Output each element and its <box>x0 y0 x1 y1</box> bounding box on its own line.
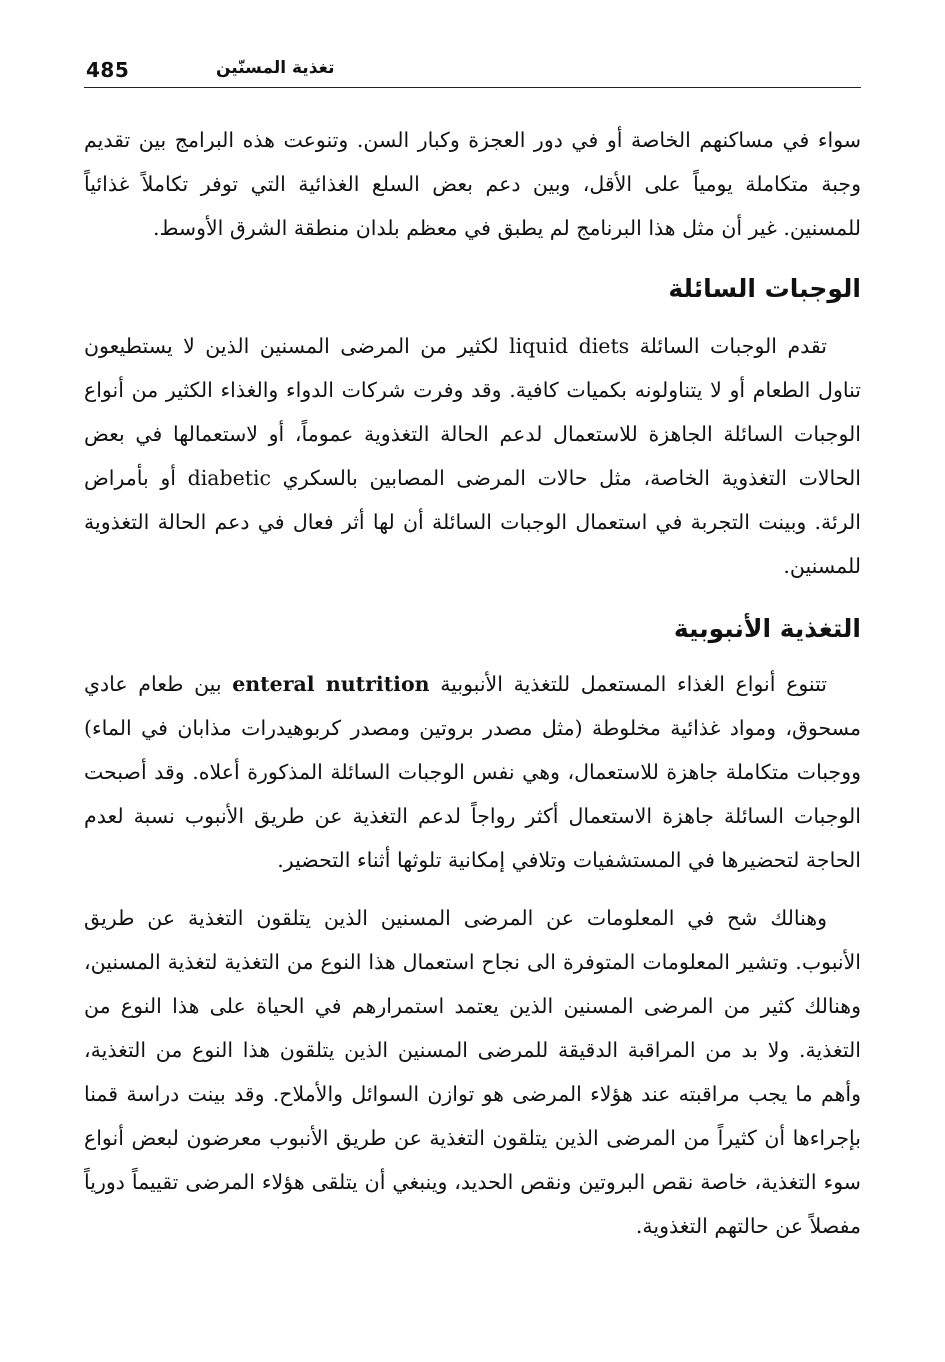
liquid-text-start: تقدم الوجبات السائلة <box>639 334 827 358</box>
enteral-paragraph-2: وهنالك شح في المعلومات عن المرضى المسنين الذين يتلقون التغذية عن طريق الأنبوب. وتشير المعلومات المتوفرة الى نجاح استعمال هذا النوع من التغذية لتغذية المسنين، وهنالك كثير من المرضى المسنين الذين يعتمد استمرارهم في الحياة على هذا النوع من التغذية. ولا بد من المراقبة الدقيقة للمرضى المسنين الذين يتلقون هذا النوع من التغذية، وأهم ما يجب مراقبته عند هؤلاء المرضى هو توازن السوائل والأملاح. وقد بينت دراسة قمنا بإجراءها أن كثيراً من المرضى الذين يتلقون التغذية عن طريق الأنبوب معرضون لبعض أنواع سوء التغذية، خاصة نقص البروتين ونقص الحديد، وينبغي أن يتلقى هؤلاء المرضى تقييماً دورياً مفصلاً عن حالتهم التغذوية. <box>84 906 861 1238</box>
paragraph-gap <box>84 882 861 896</box>
enteral-text-end: بين طعام عادي مسحوق، ومواد غذائية مخلوطة (مثل مصدر بروتين ومصدر كربوهيدرات مذابان في الماء) ووجبات متكاملة جاهزة للاستعمال، وهي نفس الوجبات السائلة المذكورة أعلاه. وقد أصبحت الوجبات السائلة جاهزة الاستعمال أكثر رواجاً لدعم التغذية عن طريق الأنبوب نسبة لعدم الحاجة لتحضيرها في المستشفيات وتلافي إمكانية تلوثها أثناء التحضير. <box>84 672 861 872</box>
term-enteral-nutrition: enteral nutrition <box>232 672 430 696</box>
liquid-text-end: أو بأمراض الرئة. وبينت التجربة في استعمال الوجبات السائلة أن لها أثر فعال في دعم الحالة التغذوية للمسنين. <box>84 466 861 578</box>
enteral-text-start: تتنوع أنواع الغذاء المستعمل للتغذية الأنبوبية <box>440 672 827 696</box>
page-header <box>84 52 861 88</box>
term-diabetic: diabetic <box>187 466 272 490</box>
running-title: تغذية المسنّين <box>216 58 335 78</box>
intro-paragraph: سواء في مساكنهم الخاصة أو في دور العجزة وكبار السن. وتنوعت هذه البرامج بين تقديم وجبة متكاملة يومياً على الأقل، وبين دعم بعض السلع الغذائية التي توفر تكاملاً غذائياً للمسنين. غير أن مثل هذا البرنامج لم يطبق في معظم بلدان منطقة الشرق الأوسط. <box>84 128 861 240</box>
liquid-text-mid: لكثير من المرضى المسنين الذين لا يستطيعون تناول الطعام أو لا يتناولونه بكميات كافية. وقد وفرت شركات الدواء والغذاء الكثير من أنواع الوجبات السائلة الجاهزة للاستعمال لدعم الحالة التغذوية عموماً، أو لاستعمالها في بعض الحالات التغذوية الخاصة، مثل حالات المرضى المصابين بالسكري <box>84 334 861 490</box>
page-body <box>84 118 861 1248</box>
section-heading-liquid-diets: الوجبات السائلة <box>668 274 861 303</box>
enteral-paragraph-1 <box>84 662 861 882</box>
term-liquid-diets: liquid diets <box>509 334 630 358</box>
section-heading-enteral-nutrition: التغذية الأنبوبية <box>673 614 861 643</box>
liquid-diets-paragraph <box>84 324 861 588</box>
page-number: 485 <box>86 58 130 82</box>
